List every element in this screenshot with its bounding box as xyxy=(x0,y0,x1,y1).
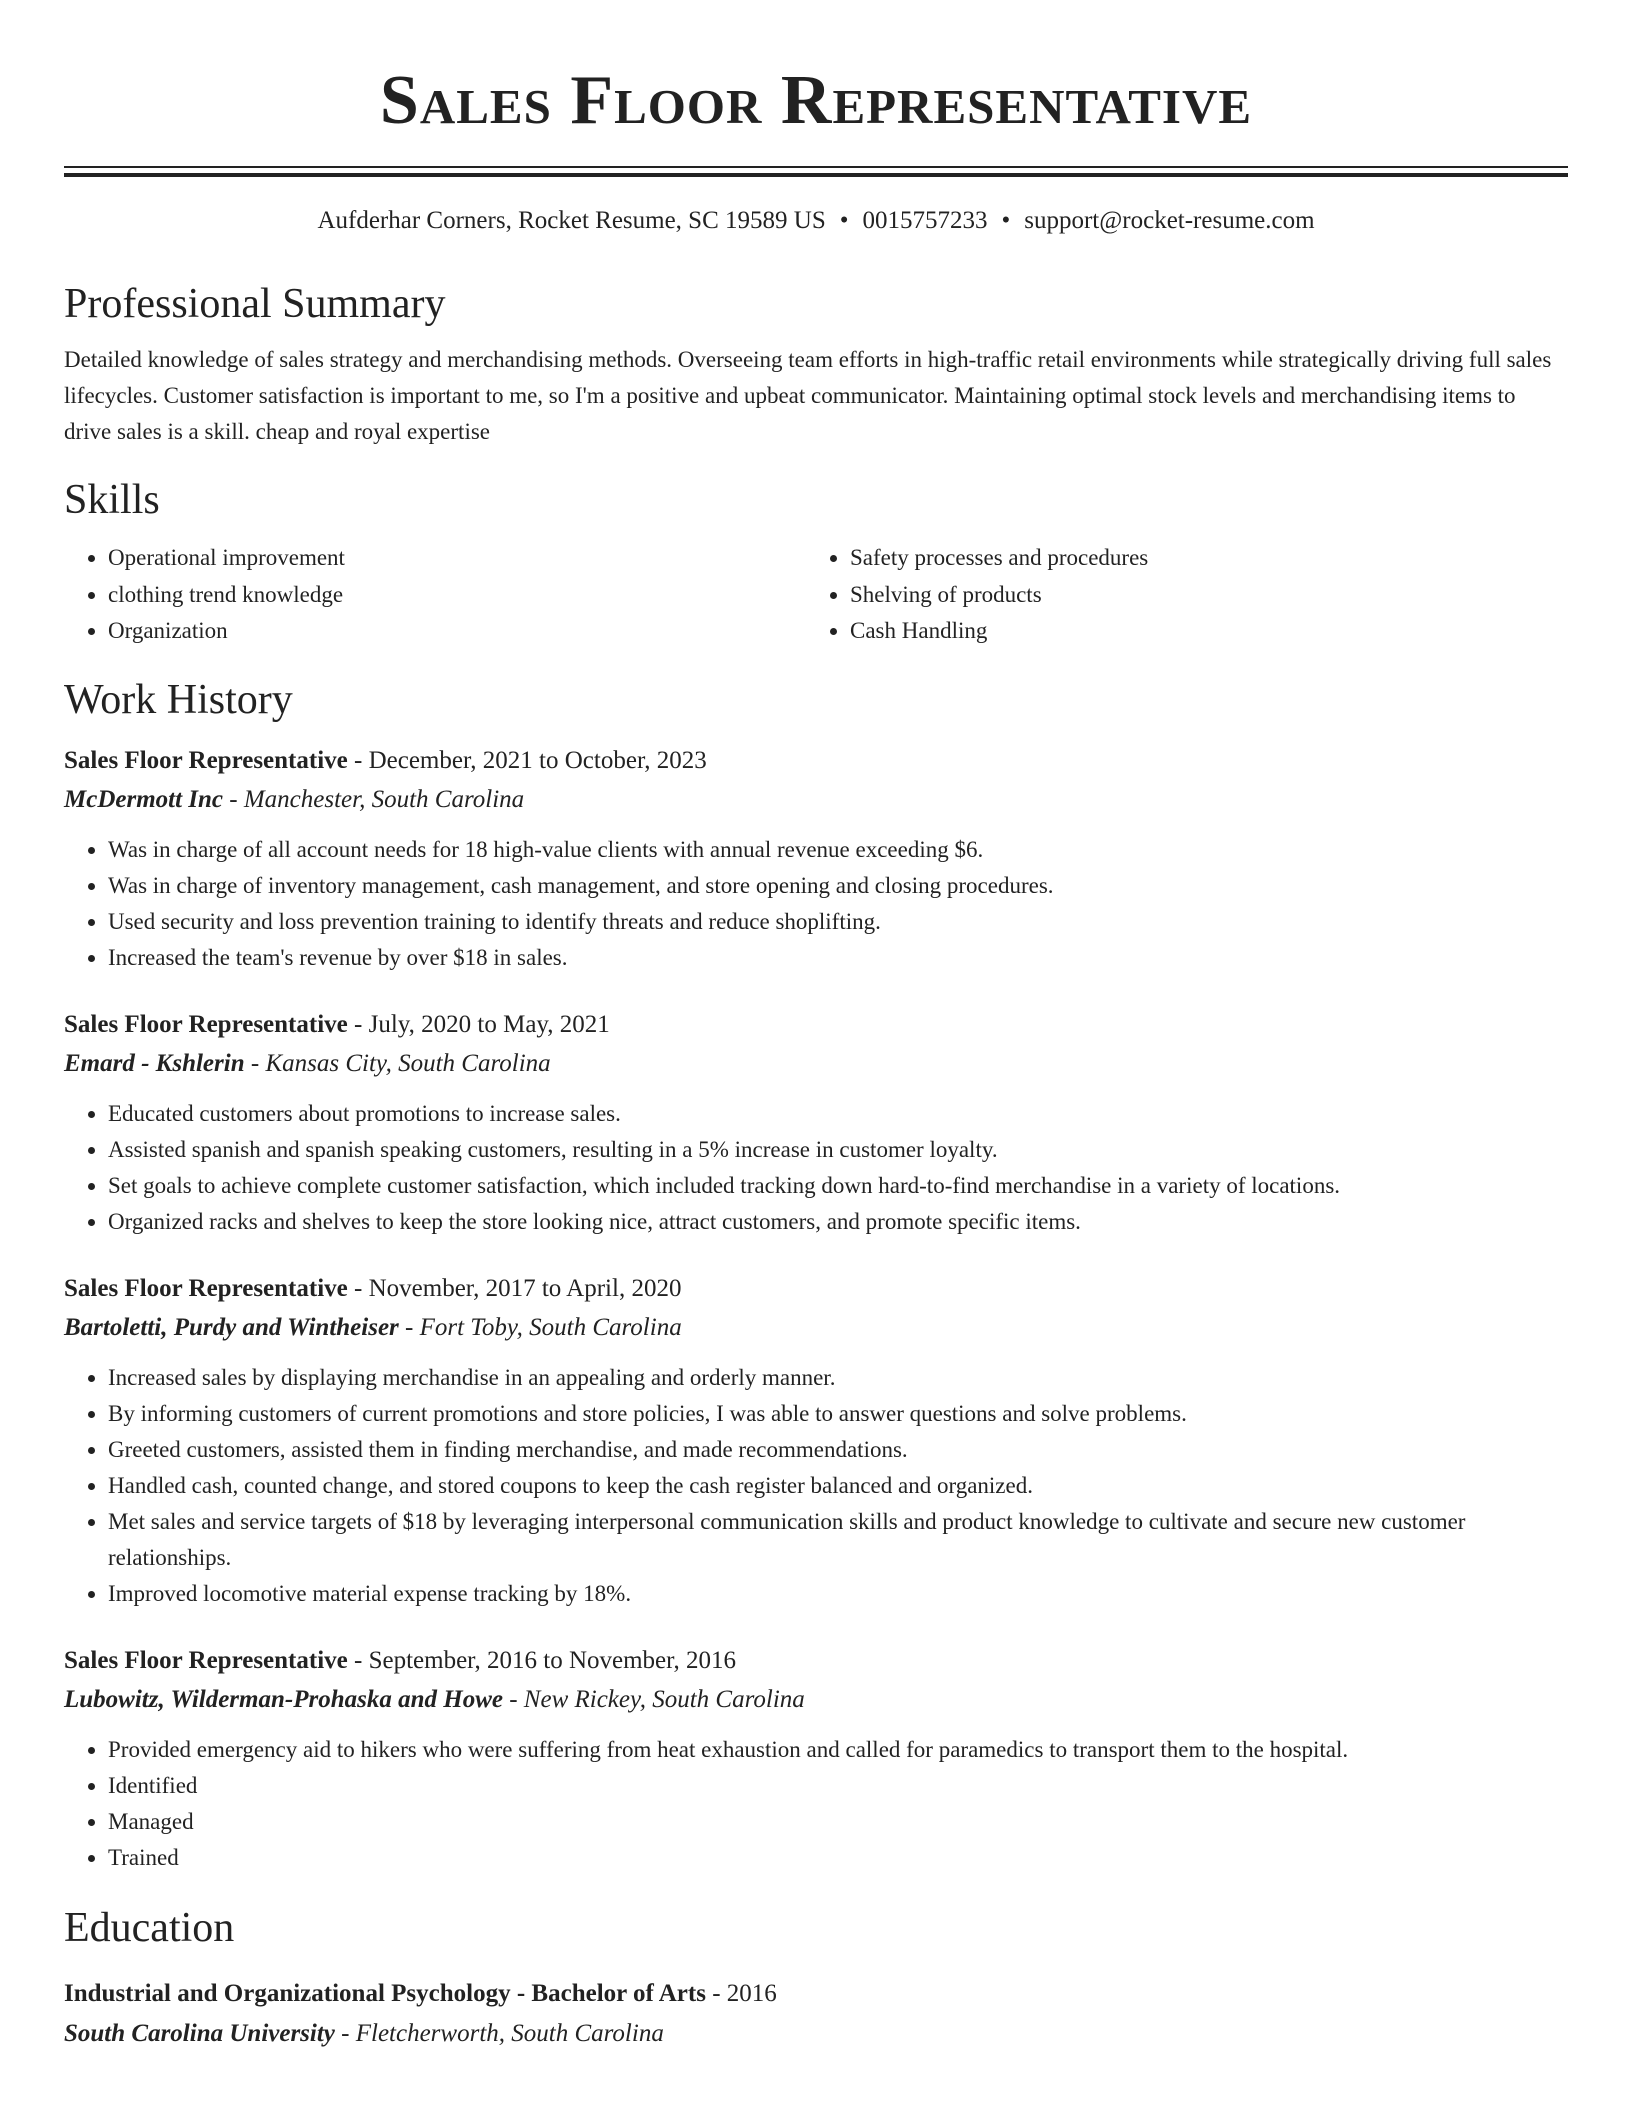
job-entry xyxy=(64,1006,1568,1240)
skill-item: • Shelving of products xyxy=(850,577,1548,614)
job-bullet: • Was in charge of all account needs for 18 high-value clients with annual revenue exceeding $6. xyxy=(108,832,1568,868)
education-dash: - xyxy=(705,1979,727,2007)
job-bullet: • By informing customers of current promotions and store policies, I was able to answer questions and solve problems. xyxy=(108,1396,1568,1432)
job-location: New Rickey, South Carolina xyxy=(523,1685,805,1713)
job-entry xyxy=(64,1270,1568,1612)
skill-item: • Safety processes and procedures xyxy=(850,540,1548,577)
job-entry xyxy=(64,742,1568,976)
skill-item: • Cash Handling xyxy=(850,613,1548,650)
job-bullet: • Assisted spanish and spanish speaking customers, resulting in a 5% increase in customer loyalty. xyxy=(108,1132,1568,1168)
skill-item: • Operational improvement xyxy=(108,540,806,577)
work-history-heading: Work History xyxy=(64,676,293,723)
job-role: Sales Floor Representative xyxy=(64,1274,348,1302)
job-location: Fort Toby, South Carolina xyxy=(419,1313,682,1341)
job-bullet: • Increased the team's revenue by over $18 in sales. xyxy=(108,940,1568,976)
job-bullet: • Was in charge of inventory management, cash management, and store opening and closing procedures. xyxy=(108,868,1568,904)
job-employer xyxy=(64,780,1568,820)
job-company: Bartoletti, Purdy and Wintheiser xyxy=(64,1313,399,1341)
job-dates: December, 2021 to October, 2023 xyxy=(368,746,707,774)
job-dates: September, 2016 to November, 2016 xyxy=(368,1646,736,1674)
job-header xyxy=(64,1642,1568,1680)
education-header xyxy=(64,1974,1568,2014)
job-bullets xyxy=(64,832,1568,976)
job-role: Sales Floor Representative xyxy=(64,746,348,774)
job-company: Lubowitz, Wilderman-Prohaska and Howe xyxy=(64,1685,503,1713)
summary-heading: Professional Summary xyxy=(64,281,446,327)
skills-column-left xyxy=(64,540,806,650)
job-bullets xyxy=(64,1096,1568,1240)
job-dates: November, 2017 to April, 2020 xyxy=(368,1274,682,1302)
skills-list xyxy=(64,540,1568,650)
job-dash: - xyxy=(223,785,244,813)
job-bullet: • Greeted customers, assisted them in finding merchandise, and made recommendations. xyxy=(108,1432,1568,1468)
job-bullets xyxy=(64,1732,1568,1876)
job-role: Sales Floor Representative xyxy=(64,1646,348,1674)
job-role: Sales Floor Representative xyxy=(64,1010,348,1038)
job-bullet: • Increased sales by displaying merchandise in an appealing and orderly manner. xyxy=(108,1360,1568,1396)
header-divider xyxy=(64,166,1568,178)
job-dates: July, 2020 to May, 2021 xyxy=(368,1010,610,1038)
education-location: Fletcherworth, South Carolina xyxy=(355,2019,664,2047)
job-dash: - xyxy=(347,746,369,774)
contact-line xyxy=(64,204,1568,238)
job-header xyxy=(64,1270,1568,1308)
education-entry xyxy=(64,1974,1568,2054)
job-employer xyxy=(64,1308,1568,1348)
job-dash: - xyxy=(347,1274,369,1302)
job-bullet: • Set goals to achieve complete customer satisfaction, which included tracking down hard-to-find merchandise in a variety of locations. xyxy=(108,1168,1568,1204)
education-institution xyxy=(64,2014,1568,2054)
job-bullet: • Handled cash, counted change, and stored coupons to keep the cash register balanced and organized. xyxy=(108,1468,1568,1504)
contact-separator: • xyxy=(839,207,849,234)
job-location: Manchester, South Carolina xyxy=(243,785,525,813)
job-employer xyxy=(64,1044,1568,1084)
summary-text: Detailed knowledge of sales strategy and merchandising methods. Overseeing team efforts in high-traffic retail environments while strategically driving full sales lifecycles. Customer satisfaction is important to me, so I'm a positive and upbeat communicator. Maintaining optimal stock levels and merchandising items to drive sales is a skill. cheap and royal expertise xyxy=(64,347,1552,444)
contact-email: support@rocket-resume.com xyxy=(1024,207,1315,234)
job-bullet: • Trained xyxy=(108,1840,1568,1876)
job-dash: - xyxy=(502,1685,524,1713)
job-bullet: • Identified xyxy=(108,1768,1568,1804)
skill-item: • clothing trend knowledge xyxy=(108,577,806,614)
job-company: Emard - Kshlerin xyxy=(64,1049,245,1077)
contact-phone: 0015757233 xyxy=(862,207,988,234)
job-bullet: • Managed xyxy=(108,1804,1568,1840)
education-dash: - xyxy=(334,2019,356,2047)
job-bullet: • Provided emergency aid to hikers who were suffering from heat exhaustion and called for paramedics to transport them to the hospital. xyxy=(108,1732,1568,1768)
job-employer xyxy=(64,1680,1568,1720)
job-bullet: • Used security and loss prevention training to identify threats and reduce shoplifting. xyxy=(108,904,1568,940)
contact-address: Aufderhar Corners, Rocket Resume, SC 19589 US xyxy=(317,207,826,234)
education-year: 2016 xyxy=(726,1979,777,2007)
skill-item: • Organization xyxy=(108,613,806,650)
job-bullet: • Met sales and service targets of $18 by leveraging interpersonal communication skills and product knowledge to cultivate and secure new customer relationships. xyxy=(108,1504,1568,1576)
job-bullet: • Improved locomotive material expense tracking by 18%. xyxy=(108,1576,1568,1612)
job-header xyxy=(64,742,1568,780)
job-bullet: • Organized racks and shelves to keep the store looking nice, attract customers, and promote specific items. xyxy=(108,1204,1568,1240)
skills-column-right xyxy=(806,540,1548,650)
job-location: Kansas City, South Carolina xyxy=(265,1049,551,1077)
job-dash: - xyxy=(398,1313,420,1341)
education-degree: Industrial and Organizational Psychology - Bachelor of Arts xyxy=(64,1979,706,2007)
job-dash: - xyxy=(347,1010,369,1038)
resume-name: Sales Floor Representative xyxy=(379,62,1253,139)
job-header xyxy=(64,1006,1568,1044)
job-dash: - xyxy=(347,1646,369,1674)
skills-heading: Skills xyxy=(64,477,160,523)
job-bullets xyxy=(64,1360,1568,1612)
job-company: McDermott Inc xyxy=(64,785,224,813)
education-school: South Carolina University xyxy=(64,2019,335,2047)
education-heading: Education xyxy=(64,1904,235,1951)
job-bullet: • Educated customers about promotions to increase sales. xyxy=(108,1096,1568,1132)
contact-separator: • xyxy=(1001,207,1011,234)
job-dash: - xyxy=(244,1049,266,1077)
job-entry xyxy=(64,1642,1568,1876)
